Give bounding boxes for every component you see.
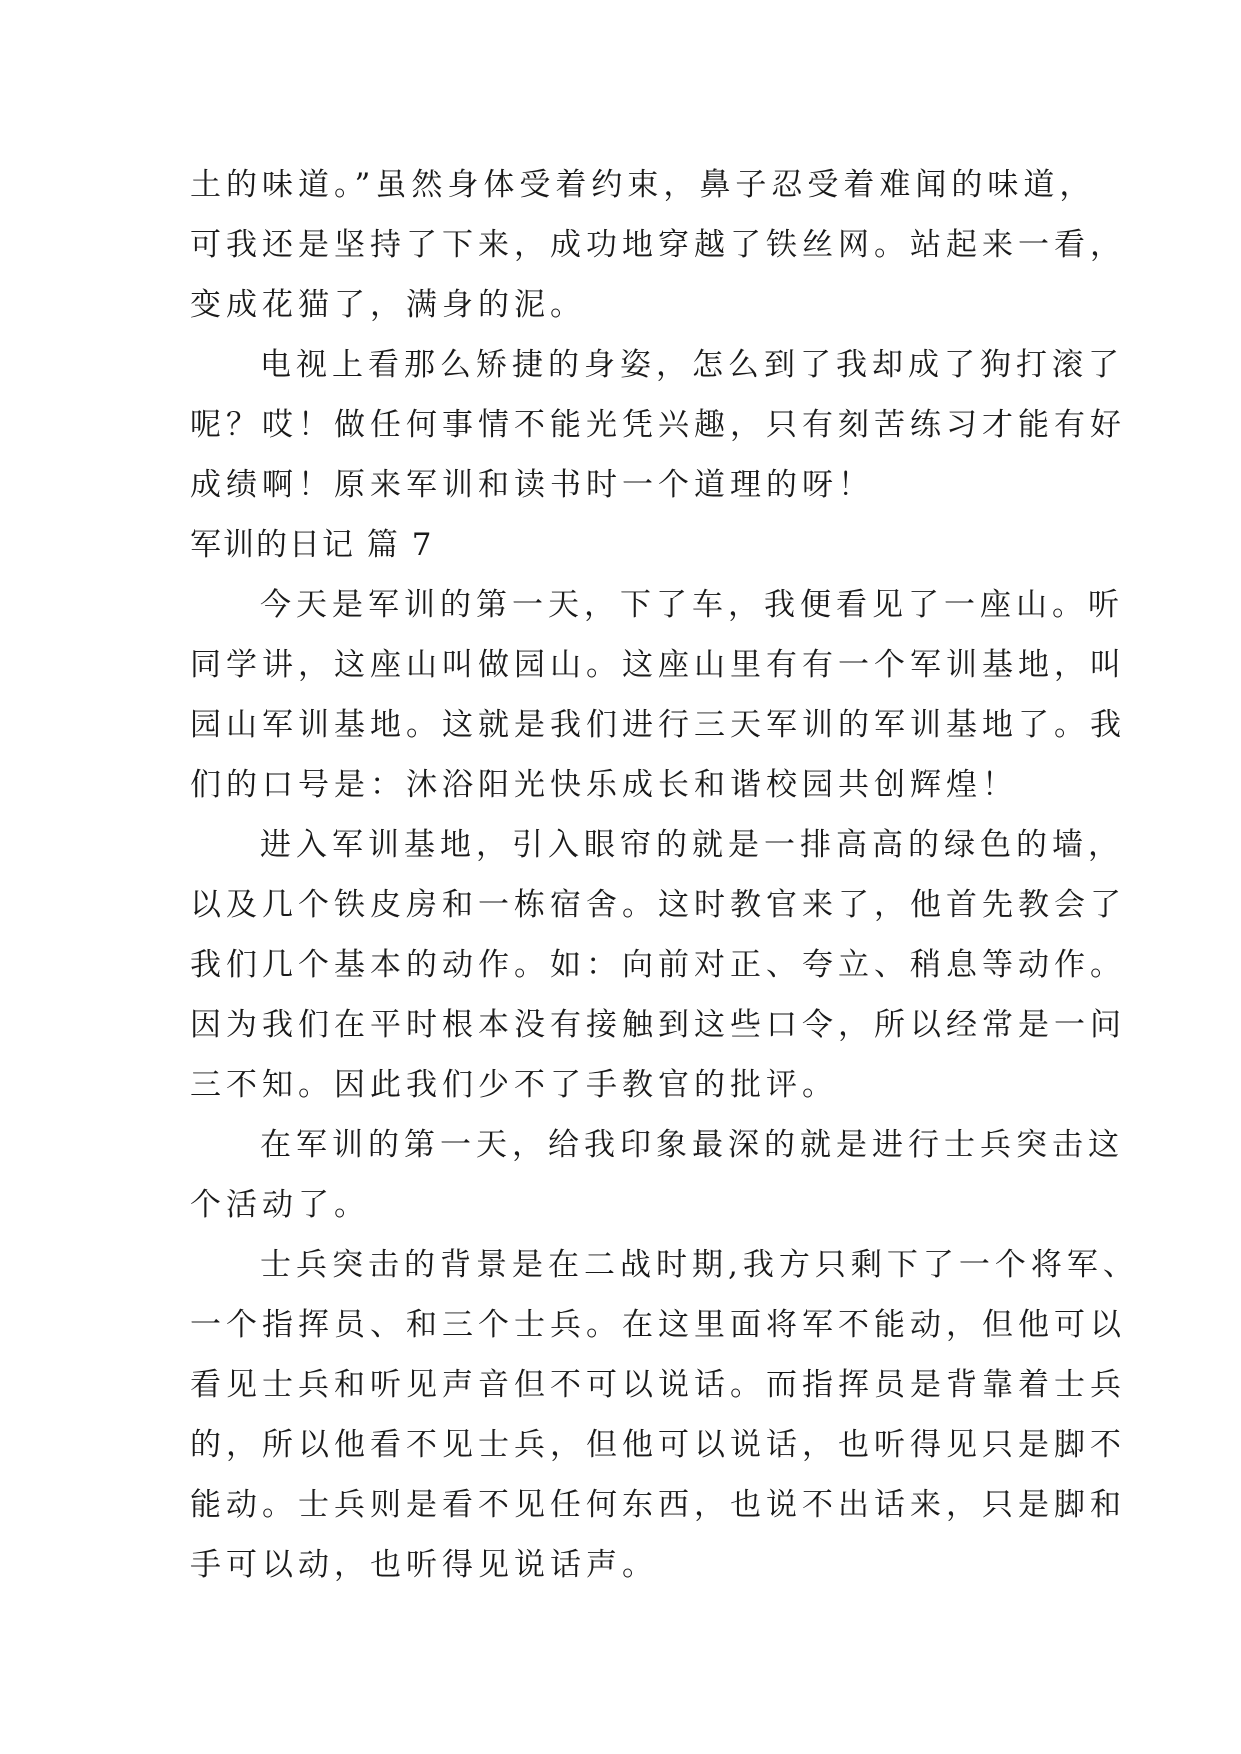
section-heading	[190, 515, 1070, 575]
text-line: 成绩啊！原来军训和读书时一个道理的呀！	[190, 467, 874, 503]
text-line: 个活动了。	[190, 1187, 370, 1223]
text-line: 因为我们在平时根本没有接触到这些口令，所以经常是一问	[190, 1007, 1126, 1043]
text-line: 土的味道。”虽然身体受着约束，鼻子忍受着难闻的味道，	[190, 167, 1096, 203]
text-line: 呢？哎！做任何事情不能光凭兴趣，只有刻苦练习才能有好	[190, 407, 1126, 443]
paragraph	[190, 155, 1126, 335]
text-line: 进入军训基地，引入眼帘的就是一排高高的绿色的墙，	[260, 827, 1124, 863]
text-line: 可我还是坚持了下来，成功地穿越了铁丝网。站起来一看，	[190, 227, 1126, 263]
text-line: 我们几个基本的动作。如：向前对正、夸立、稍息等动作。	[190, 947, 1126, 983]
text-line: 们的口号是：沐浴阳光快乐成长和谐校园共创辉煌！	[190, 767, 1018, 803]
paragraph	[190, 335, 1126, 515]
text-line: 变成花猫了，满身的泥。	[190, 287, 586, 323]
text-line: 同学讲，这座山叫做园山。这座山里有有一个军训基地，叫	[190, 647, 1126, 683]
document-body	[190, 155, 1139, 1595]
paragraph	[190, 1115, 1124, 1235]
text-line: 在军训的第一天，给我印象最深的就是进行士兵突击这	[260, 1127, 1124, 1163]
paragraph	[190, 575, 1126, 815]
text-line: 一个指挥员、和三个士兵。在这里面将军不能动，但他可以	[190, 1307, 1126, 1343]
text-line: 的，所以他看不见士兵，但他可以说话，也听得见只是脚不	[190, 1427, 1126, 1463]
text-line: 园山军训基地。这就是我们进行三天军训的军训基地了。我	[190, 707, 1126, 743]
text-line: 看见士兵和听见声音但不可以说话。而指挥员是背靠着士兵	[190, 1367, 1126, 1403]
paragraph	[190, 815, 1126, 1115]
text-line: 士兵突击的背景是在二战时期,我方只剩下了一个将军、	[260, 1247, 1139, 1283]
text-line: 三不知。因此我们少不了手教官的批评。	[190, 1067, 838, 1103]
text-line: 手可以动，也听得见说话声。	[190, 1547, 658, 1583]
text-line: 能动。士兵则是看不见任何东西，也说不出话来，只是脚和	[190, 1487, 1126, 1523]
text-line: 今天是军训的第一天，下了车，我便看见了一座山。听	[260, 587, 1124, 623]
text-line: 以及几个铁皮房和一栋宿舍。这时教官来了，他首先教会了	[190, 887, 1126, 923]
paragraph	[190, 1235, 1139, 1595]
text-line: 电视上看那么矫捷的身姿，怎么到了我却成了狗打滚了	[260, 347, 1124, 383]
heading-text: 军训的日记 篇 7	[190, 527, 434, 563]
